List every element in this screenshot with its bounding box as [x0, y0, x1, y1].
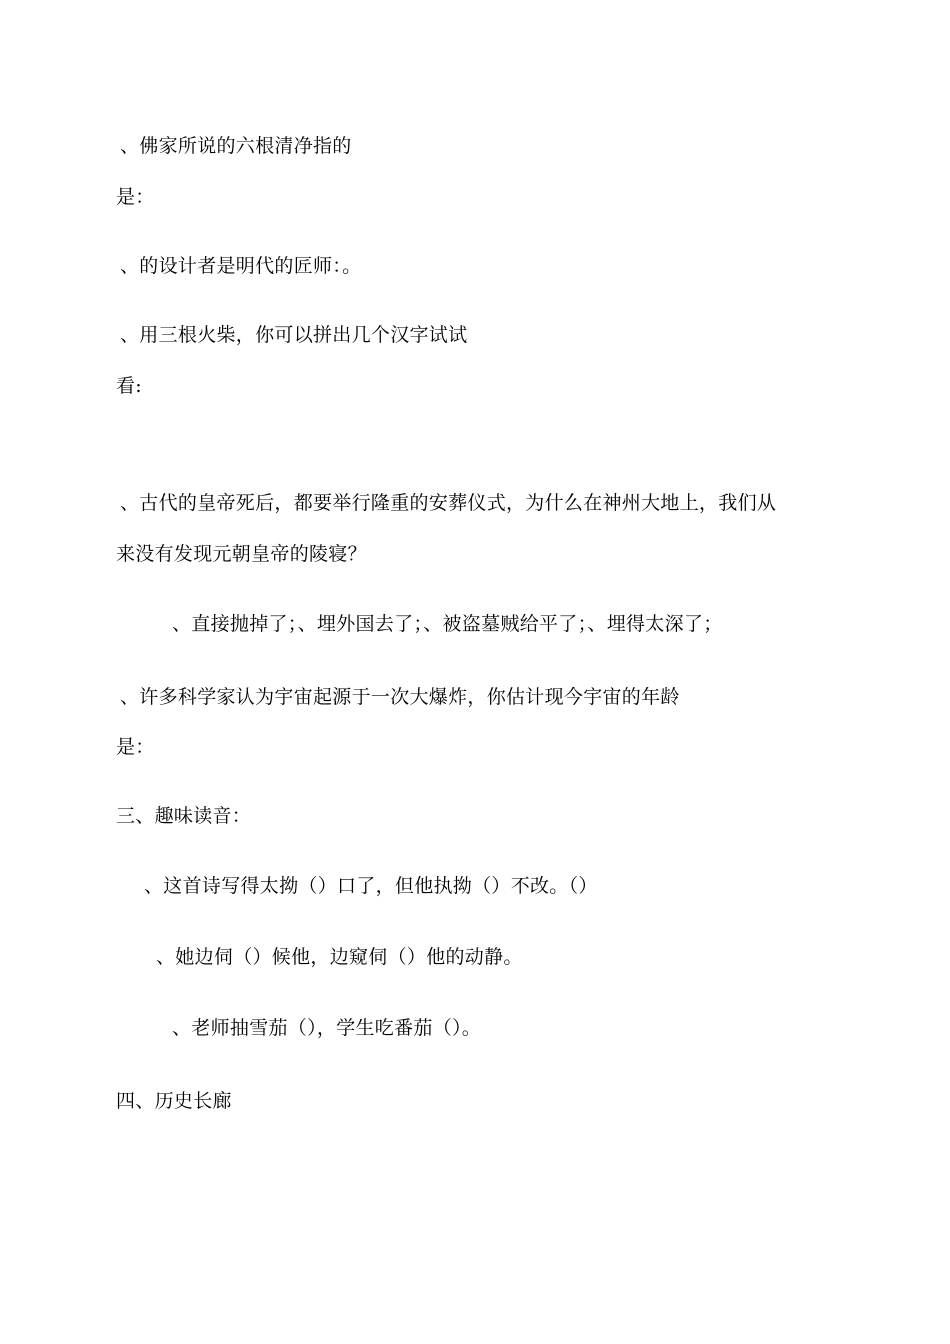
question-emperor-tombs-continuation: 来没有发现元朝皇帝的陵寝？	[116, 543, 367, 565]
answer-options: 、直接抛掉了；、埋外国去了；、被盗墓贼给平了；、埋得太深了；	[172, 613, 723, 635]
pronunciation-item-1: 、这首诗写得太拗（）口了，但他执拗（）不改。（）	[144, 875, 598, 897]
question-matches: 、用三根火柴，你可以拼出几个汉字试试	[120, 324, 468, 346]
pronunciation-item-2: 、她边伺（）候他，边窥伺（）他的动静。	[156, 946, 523, 968]
question-emperor-tombs: 、古代的皇帝死后，都要举行隆重的安葬仪式，为什么在神州大地上，我们从	[120, 492, 777, 514]
question-buddhism-answer-label: 是：	[116, 186, 155, 208]
question-buddhism-six-roots: 、佛家所说的六根清净指的	[120, 135, 352, 157]
question-designer: 、的设计者是明代的匠师：。	[120, 255, 362, 277]
question-universe-age: 、许多科学家认为宇宙起源于一次大爆炸，你估计现今宇宙的年龄	[120, 686, 680, 708]
question-matches-continuation: 看:	[116, 375, 143, 397]
question-universe-answer-label: 是：	[116, 736, 155, 758]
section-heading-history: 四、历史长廊	[116, 1090, 232, 1112]
section-heading-fun-pronunciation: 三、趣味读音：	[116, 805, 252, 827]
pronunciation-item-3: 、老师抽雪茄（），学生吃番茄（）。	[172, 1017, 482, 1039]
